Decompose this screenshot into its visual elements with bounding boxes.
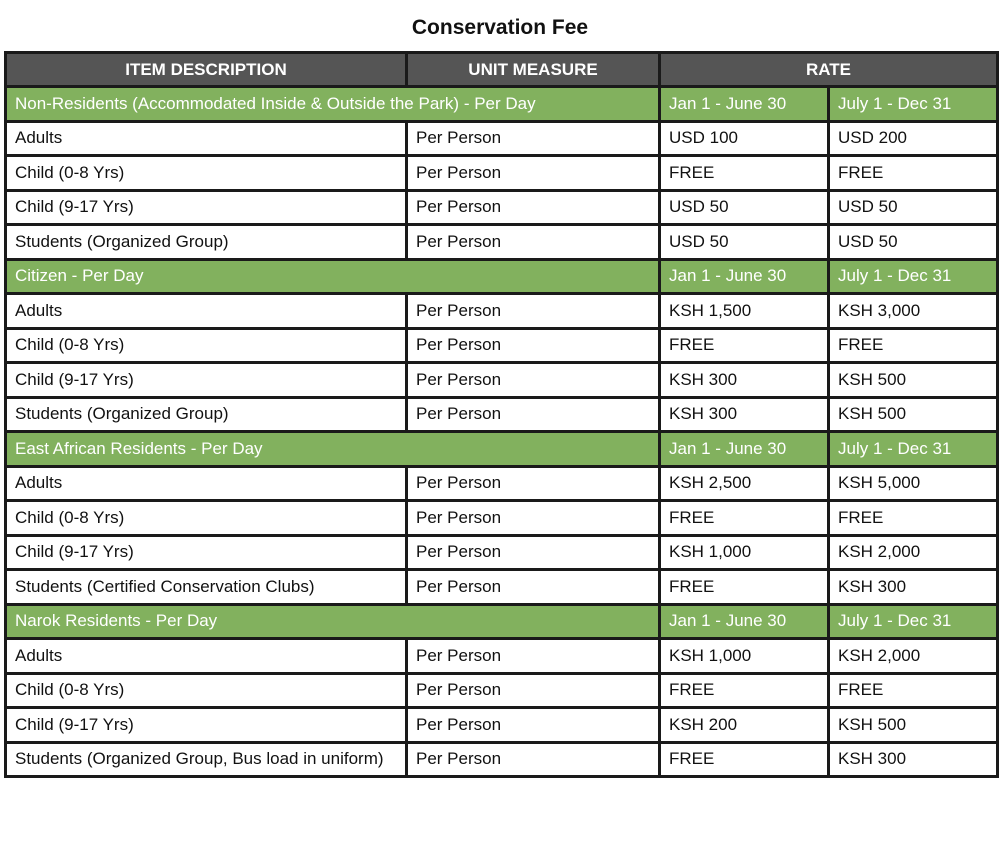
unit-measure: Per Person	[407, 466, 660, 501]
unit-measure: Per Person	[407, 397, 660, 432]
rate-first-half: KSH 300	[660, 397, 829, 432]
table-header-row	[6, 53, 998, 87]
section-period-second-half: July 1 - Dec 31	[829, 432, 998, 467]
section-period-second-half: July 1 - Dec 31	[829, 259, 998, 294]
section-title: Narok Residents - Per Day	[6, 604, 660, 639]
item-description: Child (9-17 Yrs)	[6, 190, 407, 225]
rate-first-half: FREE	[660, 673, 829, 708]
item-description: Child (9-17 Yrs)	[6, 708, 407, 743]
table-row	[6, 294, 998, 329]
section-period-first-half: Jan 1 - June 30	[660, 432, 829, 467]
table-row	[6, 121, 998, 156]
unit-measure: Per Person	[407, 363, 660, 398]
table-row	[6, 156, 998, 191]
rate-second-half: USD 200	[829, 121, 998, 156]
item-description: Adults	[6, 466, 407, 501]
rate-first-half: KSH 1,000	[660, 535, 829, 570]
rate-second-half: FREE	[829, 156, 998, 191]
table-row	[6, 673, 998, 708]
rate-first-half: KSH 2,500	[660, 466, 829, 501]
item-description: Child (0-8 Yrs)	[6, 501, 407, 536]
header-rate: RATE	[660, 53, 998, 87]
unit-measure: Per Person	[407, 121, 660, 156]
unit-measure: Per Person	[407, 570, 660, 605]
unit-measure: Per Person	[407, 156, 660, 191]
table-row	[6, 742, 998, 777]
item-description: Child (9-17 Yrs)	[6, 363, 407, 398]
rate-second-half: FREE	[829, 501, 998, 536]
unit-measure: Per Person	[407, 673, 660, 708]
table-row	[6, 501, 998, 536]
table-row	[6, 190, 998, 225]
rate-second-half: KSH 300	[829, 742, 998, 777]
rate-second-half: KSH 500	[829, 397, 998, 432]
rate-second-half: KSH 300	[829, 570, 998, 605]
table-row	[6, 570, 998, 605]
section-period-first-half: Jan 1 - June 30	[660, 604, 829, 639]
rate-second-half: USD 50	[829, 190, 998, 225]
item-description: Child (0-8 Yrs)	[6, 673, 407, 708]
item-description: Students (Certified Conservation Clubs)	[6, 570, 407, 605]
section-period-first-half: Jan 1 - June 30	[660, 87, 829, 122]
unit-measure: Per Person	[407, 225, 660, 260]
rate-second-half: KSH 2,000	[829, 639, 998, 674]
rate-first-half: KSH 1,500	[660, 294, 829, 329]
item-description: Child (0-8 Yrs)	[6, 328, 407, 363]
rate-second-half: FREE	[829, 328, 998, 363]
rate-second-half: KSH 500	[829, 363, 998, 398]
item-description: Students (Organized Group)	[6, 397, 407, 432]
item-description: Child (9-17 Yrs)	[6, 535, 407, 570]
table-row	[6, 708, 998, 743]
unit-measure: Per Person	[407, 190, 660, 225]
unit-measure: Per Person	[407, 742, 660, 777]
rate-first-half: FREE	[660, 328, 829, 363]
item-description: Adults	[6, 294, 407, 329]
rate-second-half: KSH 2,000	[829, 535, 998, 570]
item-description: Adults	[6, 639, 407, 674]
item-description: Adults	[6, 121, 407, 156]
rate-first-half: FREE	[660, 156, 829, 191]
unit-measure: Per Person	[407, 639, 660, 674]
rate-first-half: FREE	[660, 501, 829, 536]
rate-first-half: USD 50	[660, 225, 829, 260]
unit-measure: Per Person	[407, 328, 660, 363]
item-description: Students (Organized Group)	[6, 225, 407, 260]
table-row	[6, 225, 998, 260]
unit-measure: Per Person	[407, 708, 660, 743]
section-period-second-half: July 1 - Dec 31	[829, 604, 998, 639]
rate-second-half: KSH 500	[829, 708, 998, 743]
section-title: East African Residents - Per Day	[6, 432, 660, 467]
rate-first-half: FREE	[660, 742, 829, 777]
rate-second-half: FREE	[829, 673, 998, 708]
rate-second-half: USD 50	[829, 225, 998, 260]
unit-measure: Per Person	[407, 535, 660, 570]
rate-first-half: USD 100	[660, 121, 829, 156]
table-row	[6, 363, 998, 398]
section-period-second-half: July 1 - Dec 31	[829, 87, 998, 122]
rate-first-half: KSH 200	[660, 708, 829, 743]
rate-first-half: FREE	[660, 570, 829, 605]
table-row	[6, 466, 998, 501]
unit-measure: Per Person	[407, 294, 660, 329]
rate-first-half: KSH 1,000	[660, 639, 829, 674]
table-row	[6, 328, 998, 363]
conservation-fee-table	[4, 51, 999, 778]
table-row	[6, 639, 998, 674]
section-header-row	[6, 432, 998, 467]
rate-first-half: USD 50	[660, 190, 829, 225]
rate-second-half: KSH 3,000	[829, 294, 998, 329]
header-item-description: ITEM DESCRIPTION	[6, 53, 407, 87]
section-header-row	[6, 604, 998, 639]
header-unit-measure: UNIT MEASURE	[407, 53, 660, 87]
rate-first-half: KSH 300	[660, 363, 829, 398]
item-description: Students (Organized Group, Bus load in uniform)	[6, 742, 407, 777]
page-title: Conservation Fee	[411, 16, 589, 39]
section-title: Citizen - Per Day	[6, 259, 660, 294]
table-row	[6, 397, 998, 432]
section-header-row	[6, 259, 998, 294]
table-row	[6, 535, 998, 570]
item-description: Child (0-8 Yrs)	[6, 156, 407, 191]
section-header-row	[6, 87, 998, 122]
table-body	[6, 87, 998, 777]
section-title: Non-Residents (Accommodated Inside & Outside the Park) - Per Day	[6, 87, 660, 122]
unit-measure: Per Person	[407, 501, 660, 536]
rate-second-half: KSH 5,000	[829, 466, 998, 501]
section-period-first-half: Jan 1 - June 30	[660, 259, 829, 294]
